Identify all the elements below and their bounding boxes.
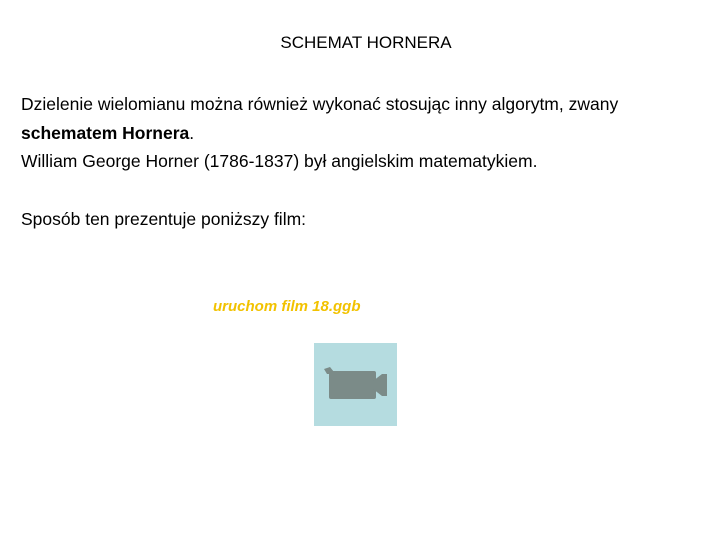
paragraph-line-1: Dzielenie wielomianu można również wykonać stosując inny algorytm, zwany (21, 94, 619, 114)
film-link[interactable]: uruchom film 18.ggb (213, 298, 361, 315)
paragraph-line-2-end: . (189, 122, 195, 143)
video-camera-icon (324, 367, 388, 401)
video-play-button[interactable] (314, 343, 397, 426)
slide-title: SCHEMAT HORNERA (280, 33, 452, 52)
camera-body (329, 371, 376, 399)
paragraph-line-2 (21, 119, 716, 148)
paragraph-line-4: Sposób ten prezentuje poniższy film: (21, 208, 307, 229)
paragraph-gap (21, 176, 716, 205)
body-text (21, 90, 716, 233)
paragraph-line-3: William George Horner (1786-1837) był angielskim matematykiem. (21, 151, 538, 171)
term-schemat-hornera: schematem Hornera (21, 122, 190, 143)
